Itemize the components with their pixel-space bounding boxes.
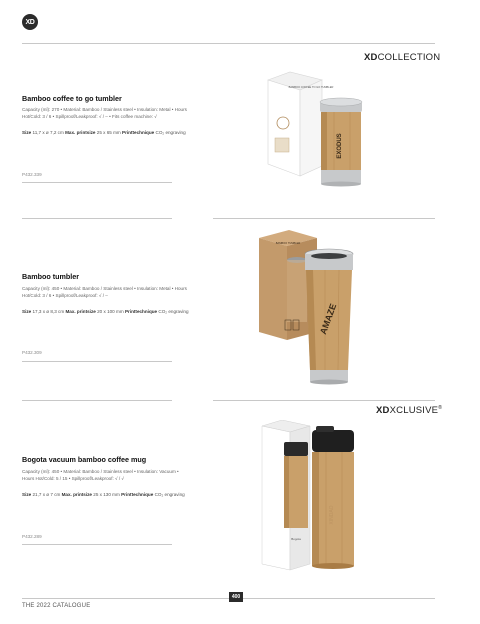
- collection-label: [364, 52, 440, 63]
- product-title: Bamboo coffee to go tumbler: [22, 94, 122, 103]
- technique-value: CO₂ engraving: [158, 309, 189, 314]
- size-value: 17,3 x ø 8,3 cm: [32, 309, 65, 314]
- printsize-value: 25 x 65 mm: [96, 130, 121, 135]
- product-image-bogota-mug: [260, 420, 360, 575]
- technique-label: Printtechnique: [124, 309, 158, 314]
- divider: [213, 400, 435, 401]
- technique-label: Printtechnique: [122, 130, 155, 135]
- product-size: [22, 491, 192, 498]
- collection-bold: XD: [376, 405, 390, 417]
- technique-value: CO₂ engraving: [155, 130, 186, 135]
- divider: [22, 544, 172, 545]
- product-code: P432.339: [22, 172, 42, 177]
- printsize-value: 25 x 130 mm: [93, 492, 120, 497]
- divider: [22, 218, 172, 219]
- size-label: Size: [22, 492, 32, 497]
- product-size: [22, 129, 192, 136]
- cup-print: XINDAO: [329, 505, 335, 525]
- catalogue-title: THE 2022 CATALOGUE: [22, 603, 91, 609]
- registered-mark: ®: [438, 405, 443, 411]
- product-size: [22, 308, 192, 315]
- brand-logo: XD: [22, 14, 38, 30]
- box-label: Bogota: [291, 537, 301, 541]
- collection-rest: XCLUSIVE: [389, 405, 439, 417]
- product-image-tumbler-to-go: [262, 68, 372, 193]
- size-value: 11,7 x ø 7,2 cm: [32, 130, 64, 135]
- divider: [22, 400, 172, 401]
- product-code: P432.289: [22, 534, 42, 539]
- technique-value: CO₂ engraving: [154, 492, 185, 497]
- product-title: Bamboo tumbler: [22, 272, 80, 281]
- technique-label: Printtechnique: [121, 492, 154, 497]
- page-number: 400: [229, 592, 243, 602]
- product-title: Bogota vacuum bamboo coffee mug: [22, 455, 147, 464]
- size-label: Size: [22, 130, 32, 135]
- product-image-bamboo-tumbler: [255, 228, 365, 388]
- size-label: Size: [22, 309, 32, 314]
- printsize-label: Max. printsize: [61, 492, 92, 497]
- product-specs: Capacity (ml): 450 • Material: Bamboo / Stainless steel • Insulation: Vacuum • Hours Hot/Cold: 5 / 15 • Spillproof/Leakproof: √ / √: [22, 469, 179, 481]
- cup-print: EXODUS: [337, 133, 343, 159]
- box-label: BAMBOO COFFEE TO GO TUMBLER: [288, 86, 334, 89]
- box-label: BAMBOO TUMBLER: [275, 242, 301, 245]
- cup-print: AMAZE: [318, 302, 339, 336]
- size-value: 21,7 x ø 7 cm: [32, 492, 61, 497]
- product-specs: Capacity (ml): 450 • Material: Bamboo / Stainless steel • Insulation: Metal • Hours Hot/Cold: 3 / 6 • Spillproof/Leakproof: √ / –: [22, 286, 187, 298]
- collection-bold: XD: [364, 52, 378, 63]
- printsize-label: Max. printsize: [65, 309, 96, 314]
- divider: [22, 361, 172, 362]
- divider: [22, 43, 435, 44]
- printsize-label: Max. printsize: [65, 130, 96, 135]
- product-code: P432.309: [22, 350, 42, 355]
- collection-rest: COLLECTION: [377, 52, 441, 63]
- product-specs: Capacity (ml): 270 • Material: Bamboo / Stainless steel • Insulation: Metal • Hours Hot/Cold: 3 / 6 • Spillproof/Leakproof: √ / – • Fits coffee machine: √: [22, 107, 187, 119]
- divider: [213, 218, 435, 219]
- printsize-value: 20 x 100 mm: [97, 309, 124, 314]
- divider: [22, 182, 172, 183]
- collection-label: [376, 405, 442, 416]
